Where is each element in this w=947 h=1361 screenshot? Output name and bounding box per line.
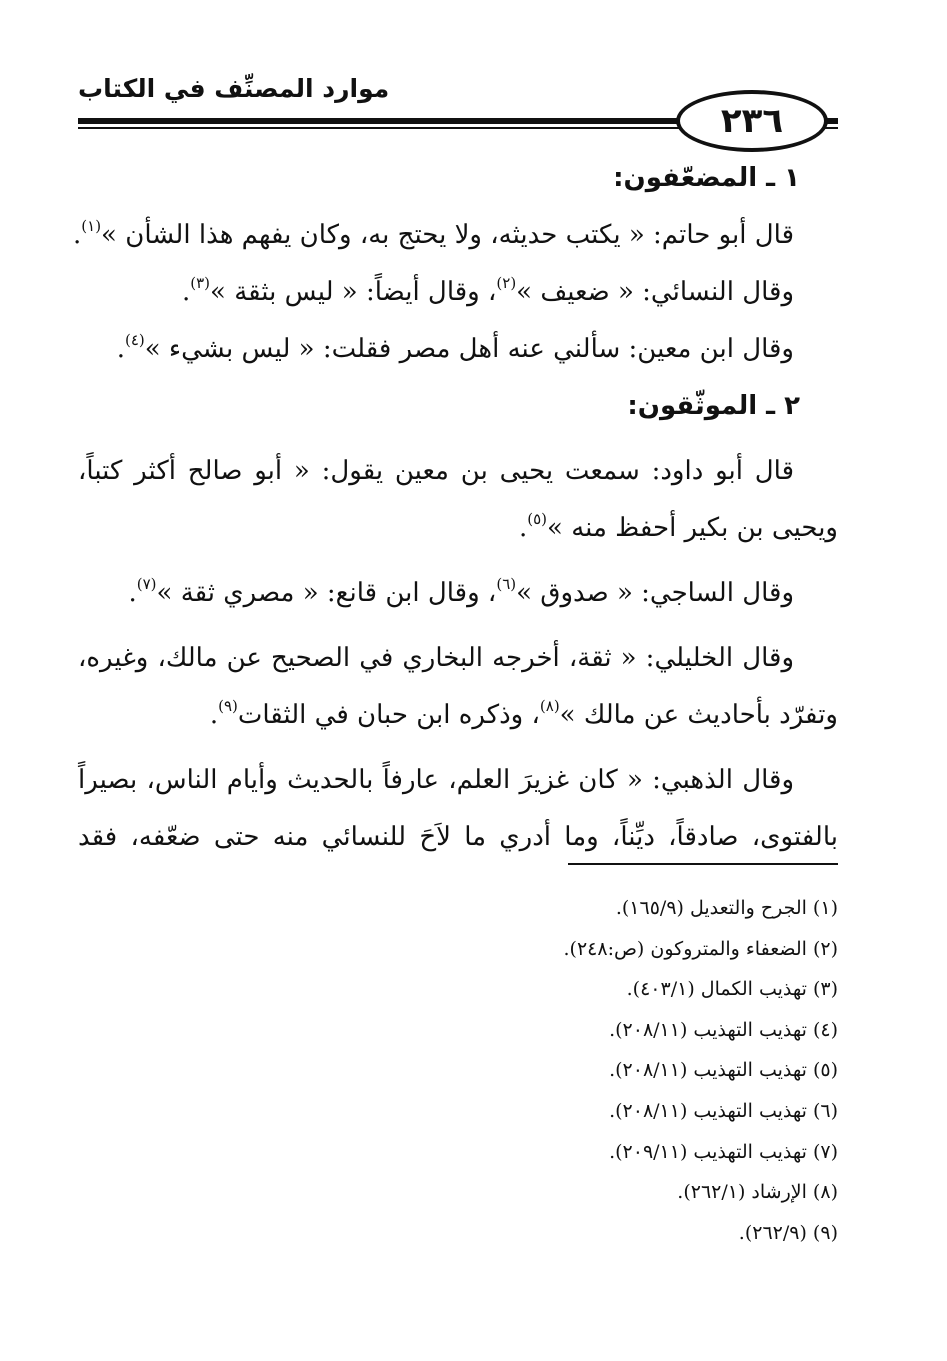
paragraph-middle: ، وقال أيضاً: « ليس بثقة »	[210, 277, 497, 307]
footnote-item: (٣) تهذيب الكمال (٤٠٣/١).	[626, 978, 838, 1001]
paragraph-end: .	[73, 220, 82, 250]
paragraph-text: قال أبو حاتم: « يكتب حديثه، ولا يحتج به، وكان يفهم هذا الشأن »	[101, 220, 794, 250]
footnote-item: (٧) تهذيب التهذيب (٢٠٩/١١).	[609, 1140, 838, 1163]
paragraph-khalili-line1: وقال الخليلي: « ثقة، أخرجه البخاري في الصحيح عن مالك، وغيره،	[78, 643, 794, 673]
paragraph-text: وقال النسائي: « ضعيف »	[516, 277, 794, 307]
paragraph-abu-dawud-line1: قال أبو داود: سمعت يحيى بن معين يقول: « أبو صالح أكثر كتباً،	[78, 456, 794, 486]
footnote-ref: (٧)	[136, 575, 157, 593]
paragraph-end: .	[128, 578, 137, 608]
footnote-ref: (٨)	[539, 697, 560, 715]
footnote-item: (٩) (٢٦٢/٩).	[738, 1221, 838, 1244]
paragraph-ibn-maeen	[78, 321, 838, 378]
paragraph-middle: ، وقال ابن قانع: « مصري ثقة »	[156, 578, 497, 608]
paragraph-spacer	[78, 744, 838, 752]
paragraph-dhahabi-line2: بالفتوى، صادقاً، ديِّناً، وما أدري ما لاَحَ للنسائي منه حتى ضعّفه، فقد	[78, 822, 838, 852]
paragraph-text: وقال الساجي: « صدوق »	[516, 578, 794, 608]
footnote-ref: (٤)	[124, 331, 145, 349]
paragraph-nasai	[78, 264, 838, 321]
footnote-ref: (٣)	[190, 274, 211, 292]
footnote-item: (٥) تهذيب التهذيب (٢٠٨/١١).	[609, 1059, 838, 1082]
section-heading-weakeners: ١ ـ المضعّفون:	[613, 163, 800, 193]
footnote-item: (٦) تهذيب التهذيب (٢٠٨/١١).	[609, 1099, 838, 1122]
page-number: ٢٣٦	[720, 101, 784, 141]
footnote-ref: (١)	[81, 217, 102, 235]
footnote-item: (١) الجرح والتعديل (١٦٥/٩).	[615, 897, 838, 919]
paragraph-abu-hatim	[73, 207, 838, 264]
running-title: موارد المصنِّف في الكتاب	[78, 74, 390, 103]
footnote-ref: (٥)	[527, 510, 548, 528]
page-number-oval	[676, 90, 828, 152]
paragraph-end: .	[209, 700, 219, 730]
paragraph-spacer	[78, 435, 838, 443]
paragraph-spacer	[78, 622, 838, 630]
paragraph-end: .	[181, 277, 191, 307]
footnote-item: (٤) تهذيب التهذيب (٢٠٨/١١).	[609, 1018, 838, 1041]
paragraph-text: وقال ابن معين: سألني عنه أهل مصر فقلت: « ليس بشيء »	[144, 334, 794, 364]
paragraph-abu-dawud-line2	[78, 500, 838, 557]
paragraph-spacer	[78, 557, 838, 565]
paragraph-middle: ، وذكره ابن حبان في الثقات	[237, 700, 540, 730]
paragraph-saji	[78, 565, 838, 622]
paragraph-text: وتفرّد بأحاديث عن مالك »	[559, 700, 838, 730]
footnote-ref: (٦)	[496, 575, 517, 593]
body-text	[73, 150, 838, 866]
paragraph-end: .	[518, 513, 528, 543]
footnote-item: (٢) الضعفاء والمتروكون (ص:٢٤٨).	[563, 937, 838, 960]
paragraph-khalili-line2	[78, 687, 838, 744]
footnote-ref: (٢)	[496, 274, 517, 292]
paragraph-dhahabi-line1: وقال الذهبي: « كان غزيرَ العلم، عارفاً بالحديث وأيام الناس، بصيراً	[78, 765, 794, 795]
footnote-item: (٨) الإرشاد (٢٦٢/١).	[677, 1181, 838, 1204]
paragraph-text: ويحيى بن بكير أحفظ منه »	[547, 513, 838, 543]
section-heading-trusters: ٢ ـ الموثّقون:	[627, 391, 800, 421]
footnote-separator	[568, 863, 838, 865]
footnotes	[78, 888, 838, 1253]
footnote-ref: (٩)	[218, 697, 238, 715]
page-header	[78, 60, 838, 160]
paragraph-end: .	[116, 334, 125, 364]
